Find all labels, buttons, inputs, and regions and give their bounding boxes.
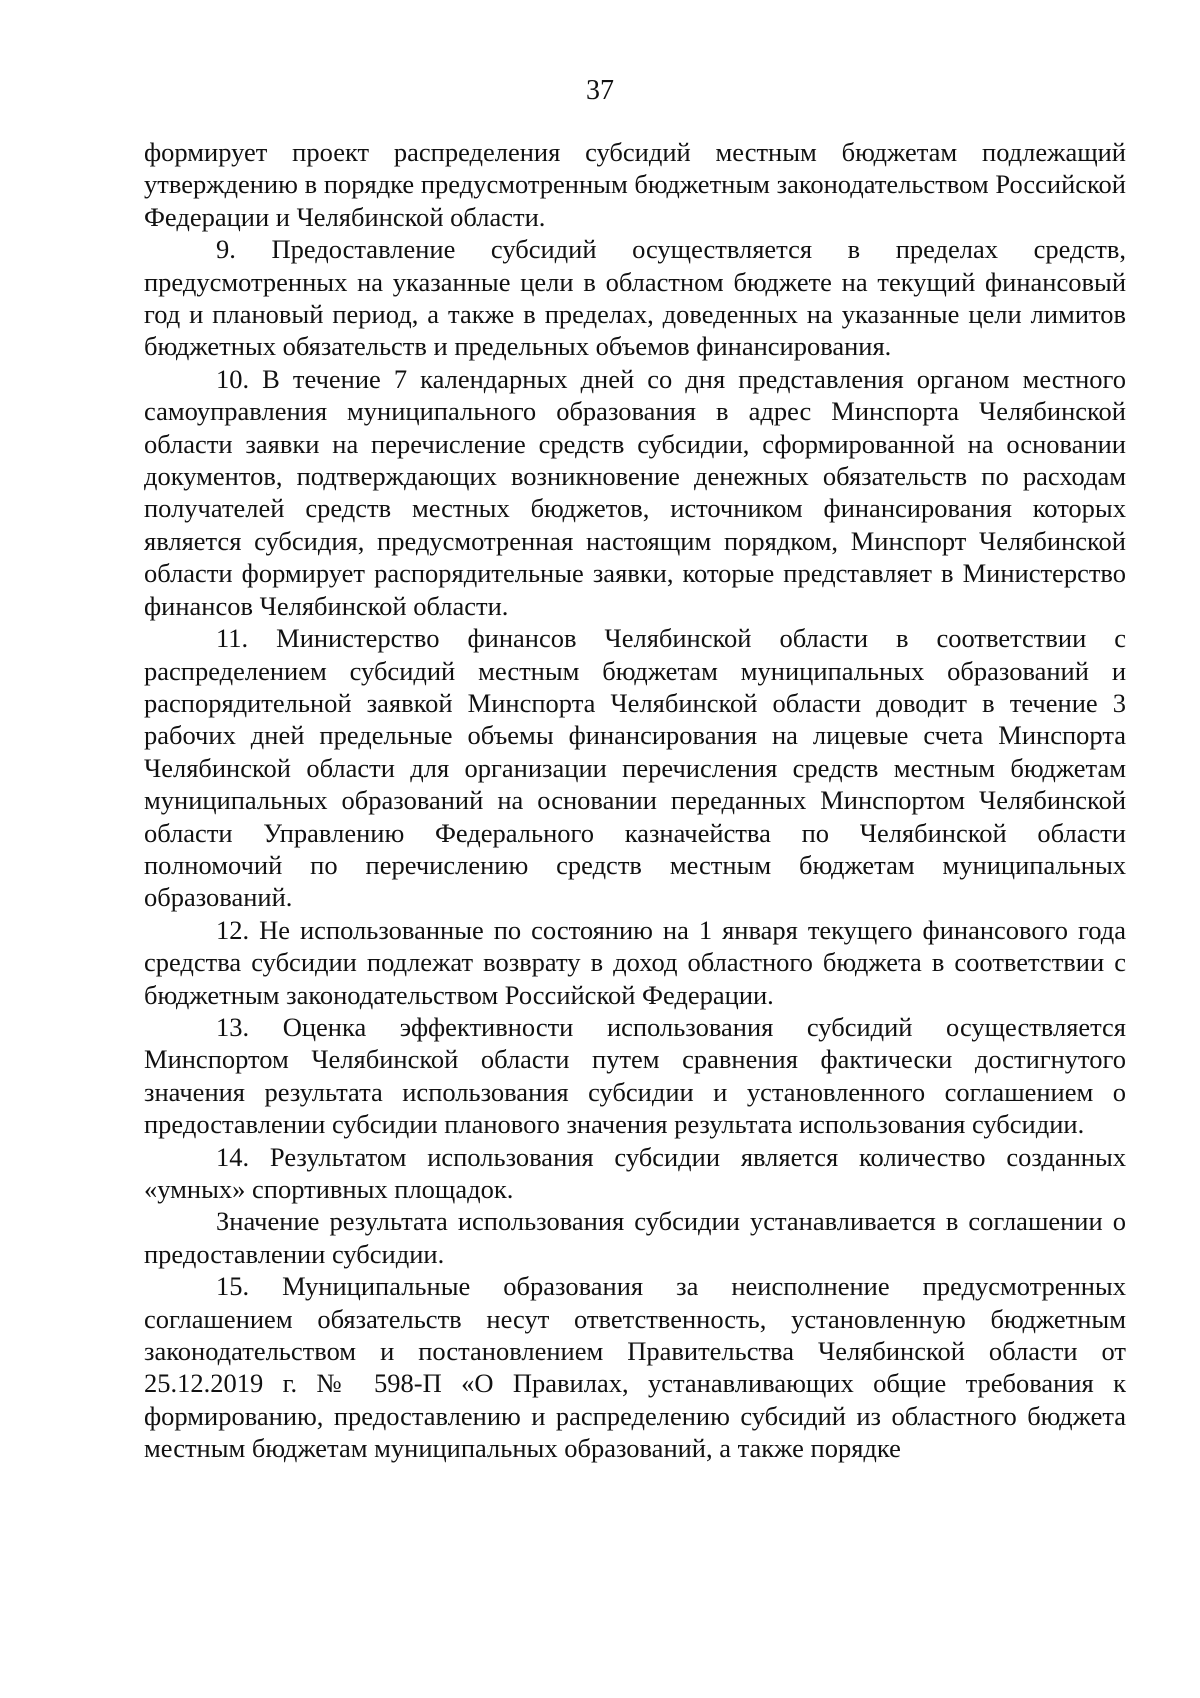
- paragraph-15: 15. Муниципальные образования за неисполнение предусмотренных соглашением обязательств несут ответственность, установленную бюджетным законодательством и постановлением Правительства Челябинской области от 25.12.2019 г. № 598-П «О Правилах, устанавливающих общие требования к формированию, предоставлению и распределению субсидий из областного бюджета местным бюджетам муниципальных образований, а также порядке: [144, 1271, 1126, 1464]
- paragraph-continuation: формирует проект распределения субсидий местным бюджетам подлежащий утверждению в порядке предусмотренным бюджетным законодательством Российской Федерации и Челябинской области.: [144, 137, 1126, 232]
- paragraph-14-note: Значение результата использования субсидии устанавливается в соглашении о предоставлении субсидии.: [144, 1206, 1126, 1269]
- page-number: 37: [586, 75, 614, 106]
- paragraph-14: 14. Результатом использования субсидии является количество созданных «умных» спортивных площадок.: [144, 1141, 1126, 1204]
- paragraph-13: 13. Оценка эффективности использования субсидий осуществляется Минспортом Челябинской области путем сравнения фактически достигнутого значения результата использования субсидии и установленного соглашением о предоставлении субсидии планового значения результата использования субсидии.: [144, 1011, 1126, 1140]
- paragraph-9: 9. Предоставление субсидий осуществляется в пределах средств, предусмотренных на указанные цели в областном бюджете на текущий финансовый год и плановый период, а также в пределах, доведенных на указанные цели лимитов бюджетных обязательств и предельных объемов финансирования.: [144, 234, 1126, 362]
- paragraph-10: 10. В течение 7 календарных дней со дня представления органом местного самоуправления муниципального образования в адрес Минспорта Челябинской области заявки на перечисление средств субсидии, сформированной на основании документов, подтверждающих возникновение денежных обязательств по расходам получателей средств местных бюджетов, источником финансирования которых является субсидия, предусмотренная настоящим порядком, Минспорт Челябинской области формирует распорядительные заявки, которые представляет в Министерство финансов Челябинской области.: [144, 363, 1126, 621]
- paragraph-11: 11. Министерство финансов Челябинской области в соответствии с распределением субсидий местным бюджетам муниципальных образований и распорядительной заявкой Минспорта Челябинской области доводит в течение 3 рабочих дней предельные объемы финансирования на лицевые счета Минспорта Челябинской области для организации перечисления средств местным бюджетам муниципальных образований на основании переданных Минспортом Челябинской области Управлению Федерального казначейства по Челябинской области полномочий по перечислению средств местным бюджетам муниципальных образований.: [144, 623, 1126, 913]
- paragraph-12: 12. Не использованные по состоянию на 1 января текущего финансового года средства субсидии подлежат возврату в доход областного бюджета в соответствии с бюджетным законодательством Российской Федерации.: [144, 914, 1126, 1010]
- document-body: [144, 136, 1126, 1465]
